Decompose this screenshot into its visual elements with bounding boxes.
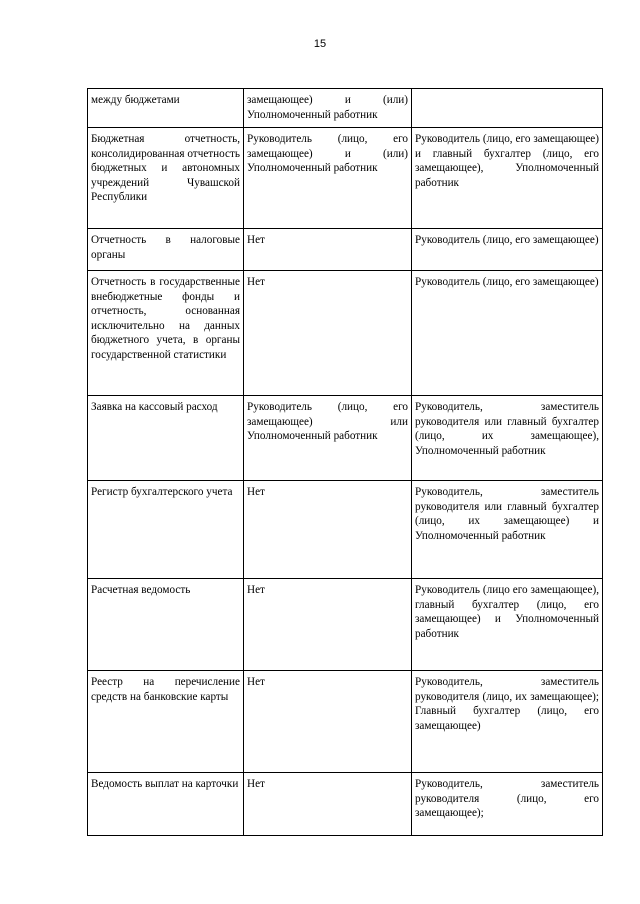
table-row bbox=[88, 396, 603, 481]
table-row bbox=[88, 671, 603, 773]
approver-cell: Руководитель (лицо, его замещающее) и главный бухгалтер (лицо, его замещающее), Уполномоченный работник bbox=[412, 128, 603, 229]
signer-cell: замещающее) и (или) Уполномоченный работник bbox=[244, 89, 412, 128]
table-row bbox=[88, 229, 603, 271]
signer-cell: Нет bbox=[244, 671, 412, 773]
document-type-cell: Отчетность в налоговые органы bbox=[88, 229, 244, 271]
approver-cell: Руководитель (лицо, его замещающее) bbox=[412, 229, 603, 271]
signer-cell: Нет bbox=[244, 773, 412, 836]
document-type-cell: Регистр бухгалтерского учета bbox=[88, 481, 244, 579]
table-row bbox=[88, 271, 603, 396]
approver-cell: Руководитель, заместитель руководителя (лицо, его замещающее); bbox=[412, 773, 603, 836]
document-type-cell: между бюджетами bbox=[88, 89, 244, 128]
table-row bbox=[88, 89, 603, 128]
document-type-cell: Расчетная ведомость bbox=[88, 579, 244, 671]
approver-cell: Руководитель, заместитель руководителя или главный бухгалтер (лицо, их замещающее) и Уполномоченный работник bbox=[412, 481, 603, 579]
table-row bbox=[88, 579, 603, 671]
document-type-cell: Заявка на кассовый расход bbox=[88, 396, 244, 481]
approver-cell: Руководитель, заместитель руководителя или главный бухгалтер (лицо, их замещающее), Уполномоченный работник bbox=[412, 396, 603, 481]
approver-cell: Руководитель, заместитель руководителя (лицо, их замещающее); Главный бухгалтер (лицо, его замещающее) bbox=[412, 671, 603, 773]
document-type-cell: Отчетность в государственные внебюджетные фонды и отчетность, основанная исключительно на данных бюджетного учета, в органы государственной статистики bbox=[88, 271, 244, 396]
signer-cell: Нет bbox=[244, 229, 412, 271]
table-row bbox=[88, 481, 603, 579]
signer-cell: Нет bbox=[244, 271, 412, 396]
approver-cell: Руководитель (лицо, его замещающее) bbox=[412, 271, 603, 396]
approver-cell: Руководитель (лицо его замещающее), главный бухгалтер (лицо, его замещающее) и Уполномоченный работник bbox=[412, 579, 603, 671]
signer-cell: Руководитель (лицо, его замещающее) или Уполномоченный работник bbox=[244, 396, 412, 481]
signatories-table bbox=[87, 88, 603, 836]
signer-cell: Нет bbox=[244, 481, 412, 579]
signer-cell: Руководитель (лицо, его замещающее) и (или) Уполномоченный работник bbox=[244, 128, 412, 229]
page-number: 15 bbox=[313, 38, 327, 50]
approver-cell bbox=[412, 89, 603, 128]
table-row bbox=[88, 128, 603, 229]
table-row bbox=[88, 773, 603, 836]
document-type-cell: Бюджетная отчетность, консолидированная отчетность бюджетных и автономных учреждений Чувашской Республики bbox=[88, 128, 244, 229]
document-type-cell: Ведомость выплат на карточки bbox=[88, 773, 244, 836]
document-type-cell: Реестр на перечисление средств на банковские карты bbox=[88, 671, 244, 773]
signer-cell: Нет bbox=[244, 579, 412, 671]
